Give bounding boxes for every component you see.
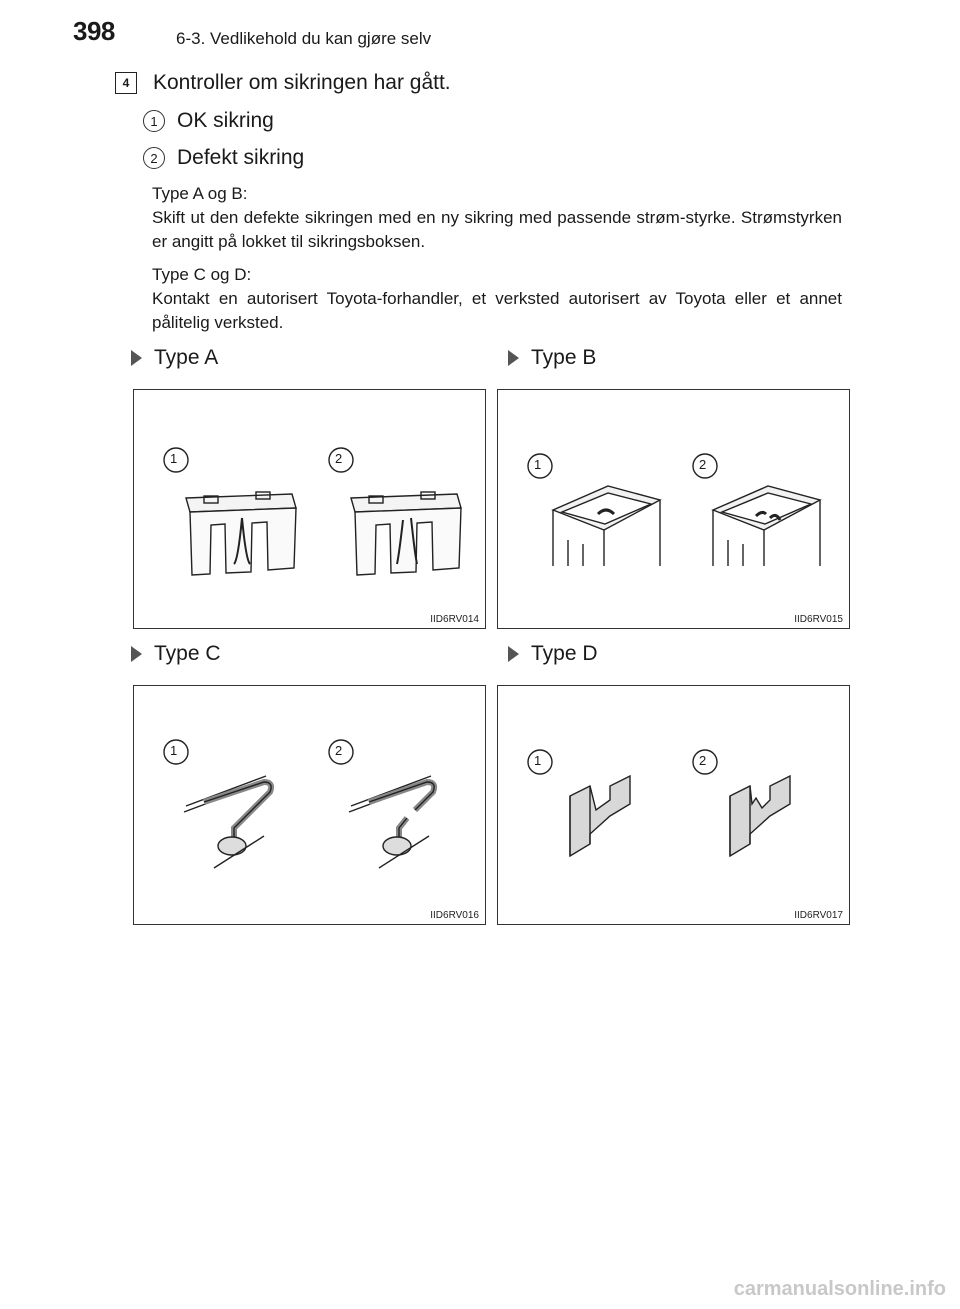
arrow-right-icon [508, 646, 519, 662]
arrow-right-icon [131, 350, 142, 366]
step-instruction: Kontroller om sikringen har gått. [153, 71, 451, 94]
arrow-right-icon [131, 646, 142, 662]
arrow-right-icon [508, 350, 519, 366]
type-d-label: Type D [508, 642, 598, 666]
figure-code: IID6RV014 [430, 614, 479, 625]
item-1-label: OK sikring [177, 109, 274, 132]
type-b-label: Type B [508, 346, 596, 370]
figure-code: IID6RV016 [430, 910, 479, 921]
note-body: Skift ut den defekte sikringen med en ny sikring med passende strøm-styrke. Strømstyrken er angitt på lokket til sikringsboksen. [152, 208, 842, 251]
note-type-a-b [152, 182, 842, 254]
type-c-label: Type C [131, 642, 221, 666]
page-number: 398 [73, 16, 115, 46]
figure-type-d [497, 685, 850, 925]
section-title: 6-3. Vedlikehold du kan gjøre selv [176, 29, 432, 48]
figure-type-a [133, 389, 486, 629]
figure-b-number-1: 1 [534, 457, 542, 472]
fusible-link-illustration [134, 686, 487, 926]
watermark: carmanualsonline.info [733, 1278, 946, 1300]
figure-a-number-1: 1 [170, 451, 178, 466]
figure-type-b [497, 389, 850, 629]
figure-b-number-2: 2 [699, 457, 707, 472]
fusible-link-strip-illustration [498, 686, 851, 926]
figure-c-number-2: 2 [335, 743, 343, 758]
item-2-label: Defekt sikring [177, 146, 305, 169]
type-a-label: Type A [131, 346, 218, 370]
figure-c-number-1: 1 [170, 743, 178, 758]
step-number-badge: 4 [115, 72, 137, 94]
note-type-c-d [152, 263, 842, 335]
figure-code: IID6RV015 [794, 614, 843, 625]
figure-d-number-2: 2 [699, 753, 707, 768]
note-body: Kontakt en autorisert Toyota-forhandler, et verksted autorisert av Toyota eller et annet pålitelig verksted. [152, 289, 842, 332]
figure-type-c [133, 685, 486, 925]
note-heading: Type A og B: [152, 184, 248, 203]
figure-a-number-2: 2 [335, 451, 343, 466]
item-2-circle: 2 [143, 147, 165, 169]
cartridge-fuse-illustration [498, 390, 851, 630]
blade-fuse-illustration [134, 390, 487, 630]
figure-d-number-1: 1 [534, 753, 542, 768]
note-heading: Type C og D: [152, 265, 252, 284]
item-1-circle: 1 [143, 110, 165, 132]
figure-code: IID6RV017 [794, 910, 843, 921]
